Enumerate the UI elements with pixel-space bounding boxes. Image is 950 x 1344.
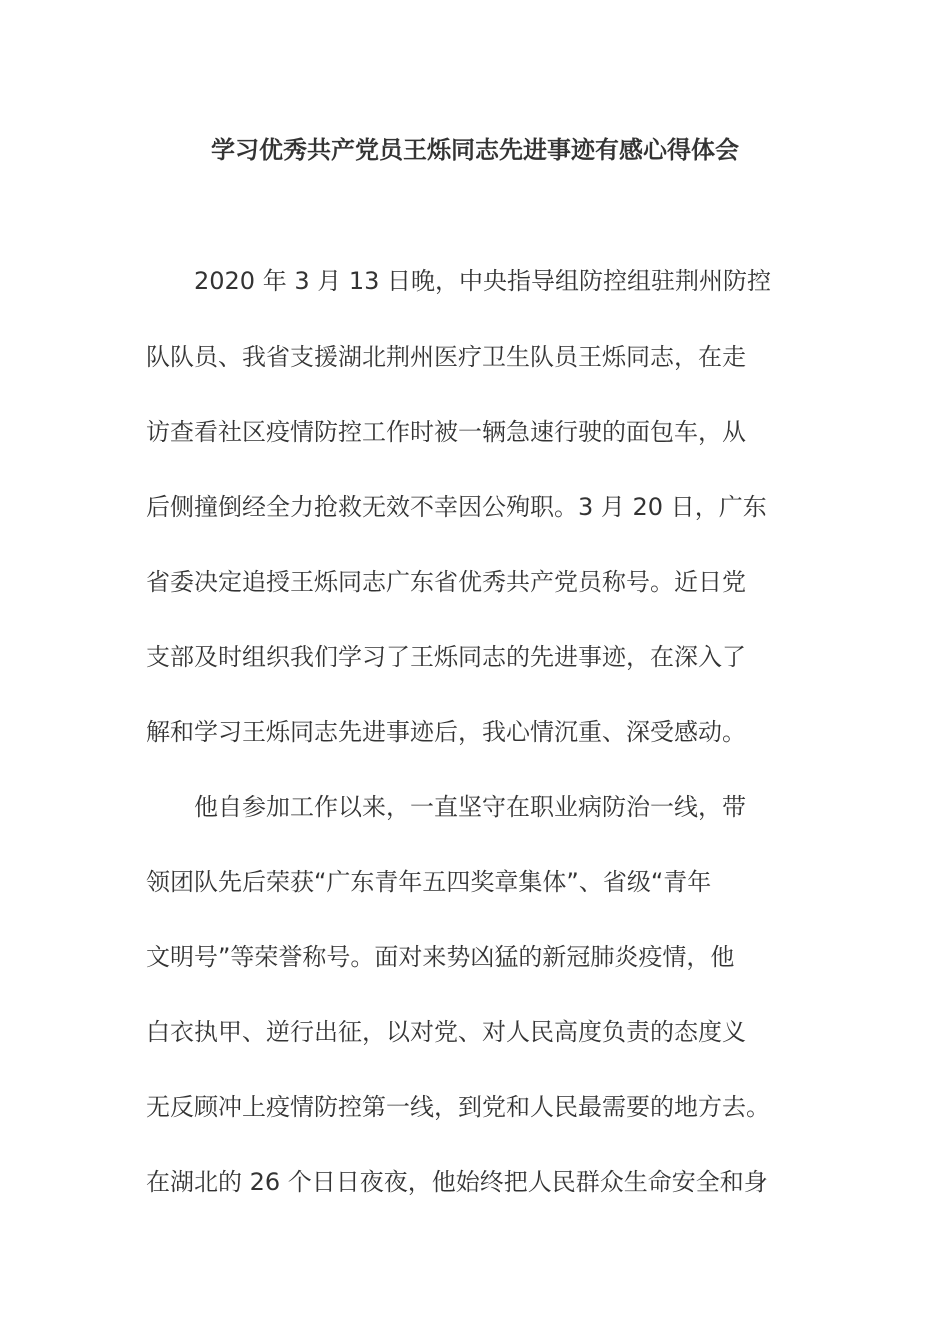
- paragraph-line: 访查看社区疫情防控工作时被一辆急速行驶的面包车，从: [146, 418, 746, 446]
- paragraph-line: 省委决定追授王烁同志广东省优秀共产党员称号。近日党: [146, 568, 746, 596]
- paragraph-line: 在湖北的 26 个日日夜夜，他始终把人民群众生命安全和身: [146, 1168, 768, 1196]
- paragraph-line: 支部及时组织我们学习了王烁同志的先进事迹，在深入了: [146, 643, 746, 671]
- document-title: 学习优秀共产党员王烁同志先进事迹有感心得体会: [211, 136, 739, 164]
- paragraph-line: 领团队先后荣获“广东青年五四奖章集体”、省级“青年: [146, 868, 712, 896]
- paragraph-line: 队队员、我省支援湖北荆州医疗卫生队员王烁同志，在走: [146, 343, 746, 371]
- paragraph-line: 无反顾冲上疫情防控第一线，到党和人民最需要的地方去。: [146, 1093, 770, 1121]
- paragraph-line: 后侧撞倒经全力抢救无效不幸因公殉职。3 月 20 日，广东: [146, 493, 767, 521]
- paragraph-line: 2020 年 3 月 13 日晚，中央指导组防控组驻荆州防控: [194, 267, 772, 295]
- paragraph-line: 白衣执甲、逆行出征，以对党、对人民高度负责的态度义: [146, 1018, 746, 1046]
- paragraph-line: 文明号”等荣誉称号。面对来势凶猛的新冠肺炎疫情，他: [146, 943, 735, 971]
- paragraph-line: 解和学习王烁同志先进事迹后，我心情沉重、深受感动。: [146, 718, 746, 746]
- paragraph-line: 他自参加工作以来，一直坚守在职业病防治一线，带: [194, 793, 746, 821]
